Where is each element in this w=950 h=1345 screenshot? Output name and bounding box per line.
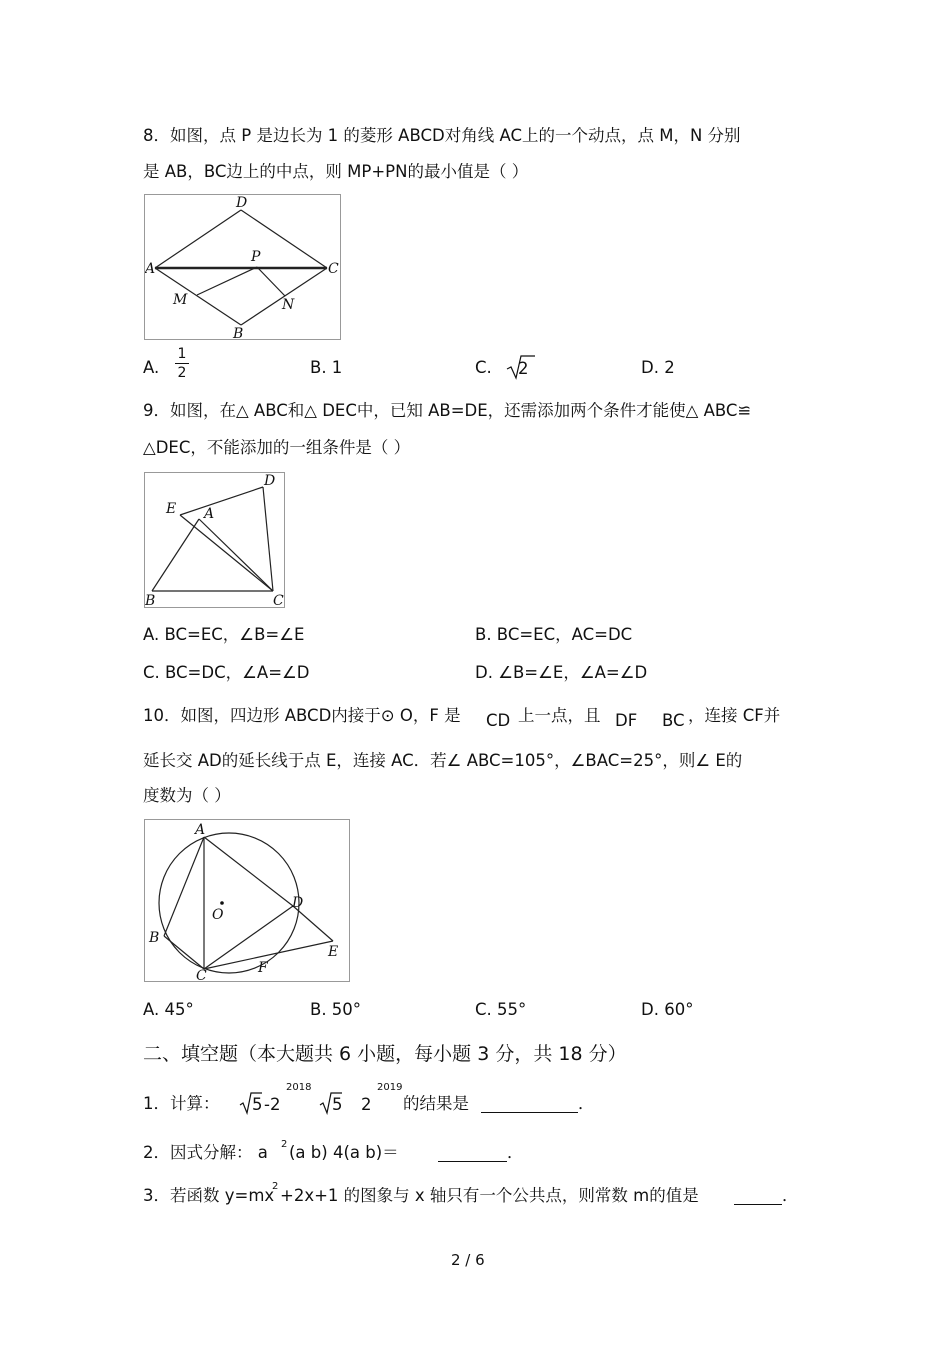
fill2-body: (a b) 4(a b)＝ xyxy=(289,1143,399,1162)
q10-option-a: A. 45° xyxy=(143,1000,194,1019)
q8-option-a-denominator: 2 xyxy=(177,365,187,381)
q9-option-c: C. BC=DC，∠A=∠D xyxy=(143,663,310,682)
page-number: 2 / 6 xyxy=(451,1251,485,1269)
q8-text-line1: 8．如图，点 P 是边长为 1 的菱形 ABCD对角线 AC上的一个动点，点 M，N 分别 xyxy=(143,126,741,145)
q10-text-line1-a: 10．如图，四边形 ABCD内接于⊙ O，F 是 xyxy=(143,706,461,725)
fill1-answer-blank[interactable] xyxy=(481,1112,578,1113)
fill2-prefix: 2．因式分解： a xyxy=(143,1143,268,1162)
q8-option-a: A. xyxy=(143,358,160,377)
fill2-exponent: 2 xyxy=(281,1139,288,1150)
fill2-period: ． xyxy=(507,1143,524,1162)
fill3-exponent: 2 xyxy=(272,1181,279,1192)
q10-label-e: E xyxy=(328,944,339,960)
q10-text-line1-c: ，连接 CF并 xyxy=(688,706,781,725)
q9-option-b: B. BC=EC，AC=DC xyxy=(475,625,633,644)
q9-option-a: A. BC=EC，∠B=∠E xyxy=(143,625,305,644)
fill1-period: ． xyxy=(578,1094,595,1113)
fill1-minus-two: -2 xyxy=(264,1095,281,1114)
q8-label-c: C xyxy=(328,261,339,277)
section-heading: 二、填空题（本大题共 6 小题，每小题 3 分，共 18 分） xyxy=(143,1043,627,1065)
q10-text-line3: 度数为（ ） xyxy=(143,786,231,805)
q10-text-line2: 延长交 AD的延长线于点 E，连接 AC．若∠ ABC=105°，∠BAC=25°，则∠ E的 xyxy=(143,751,743,770)
q8-label-b: B xyxy=(233,326,244,339)
q9-label-c: C xyxy=(273,593,284,607)
q8-rhombus-figure xyxy=(144,194,341,340)
q8-label-p: P xyxy=(251,249,261,265)
fill1-prefix: 1．计算： xyxy=(143,1094,220,1113)
fill1-suffix: 的结果是 xyxy=(403,1094,469,1113)
q8-option-a-fraction xyxy=(174,346,190,381)
q9-label-a: A xyxy=(204,506,215,522)
fill3-prefix: 3．若函数 y=mx xyxy=(143,1186,275,1205)
q9-label-b: B xyxy=(145,593,156,607)
q10-option-c: C. 55° xyxy=(475,1000,527,1019)
q8-label-m: M xyxy=(173,292,188,308)
q8-label-n: N xyxy=(282,297,295,313)
q8-option-c-radicand: 2 xyxy=(518,359,529,378)
q10-option-d: D. 60° xyxy=(641,1000,694,1019)
fill3-answer-blank[interactable] xyxy=(734,1204,782,1205)
q9-triangles-figure xyxy=(144,472,285,608)
q9-label-e: E xyxy=(166,501,177,517)
fill1-exponent-2018: 2018 xyxy=(286,1082,312,1093)
fill1-radicand-1: 5 xyxy=(252,1095,263,1114)
q10-label-o: O xyxy=(212,907,224,923)
q10-option-b: B. 50° xyxy=(310,1000,362,1019)
fill1-exponent-2019: 2019 xyxy=(377,1082,403,1093)
q8-option-c: C. xyxy=(475,358,492,377)
fraction-bar xyxy=(175,363,189,364)
q8-option-a-numerator: 1 xyxy=(177,346,187,362)
q10-arc-df: DF xyxy=(615,711,638,730)
q10-label-d: D xyxy=(292,895,304,911)
q9-option-d: D. ∠B=∠E，∠A=∠D xyxy=(475,663,648,682)
q10-label-c: C xyxy=(196,968,207,981)
q8-option-d: D. 2 xyxy=(641,358,675,377)
q9-label-d: D xyxy=(264,473,276,489)
q8-label-a: A xyxy=(145,261,156,277)
q10-label-f: F xyxy=(258,960,268,976)
q10-arc-cd: CD xyxy=(486,711,511,730)
fill1-radicand-2: 5 xyxy=(332,1095,343,1114)
q8-text-line2: 是 AB，BC边上的中点，则 MP+PN的最小值是（ ） xyxy=(143,162,529,181)
q10-arc-bc: BC xyxy=(662,711,685,730)
q10-label-a: A xyxy=(195,822,206,838)
q9-text-line1: 9．如图，在△ ABC和△ DEC中，已知 AB=DE，还需添加两个条件才能使△ ABC≌ xyxy=(143,401,752,420)
q8-label-d: D xyxy=(236,195,248,211)
fill1-two: 2 xyxy=(361,1095,372,1114)
q10-text-line1-b: 上一点，且 xyxy=(518,706,601,725)
q10-label-b: B xyxy=(149,930,160,946)
fill3-period: ． xyxy=(782,1186,799,1205)
fill2-answer-blank[interactable] xyxy=(438,1161,507,1162)
q9-text-line2: △DEC，不能添加的一组条件是（ ） xyxy=(143,438,411,457)
q8-option-b: B. 1 xyxy=(310,358,343,377)
q10-circle-figure xyxy=(144,819,350,982)
fill3-body: +2x+1 的图象与 x 轴只有一个公共点，则常数 m的值是 xyxy=(280,1186,699,1205)
center-point xyxy=(220,901,224,905)
